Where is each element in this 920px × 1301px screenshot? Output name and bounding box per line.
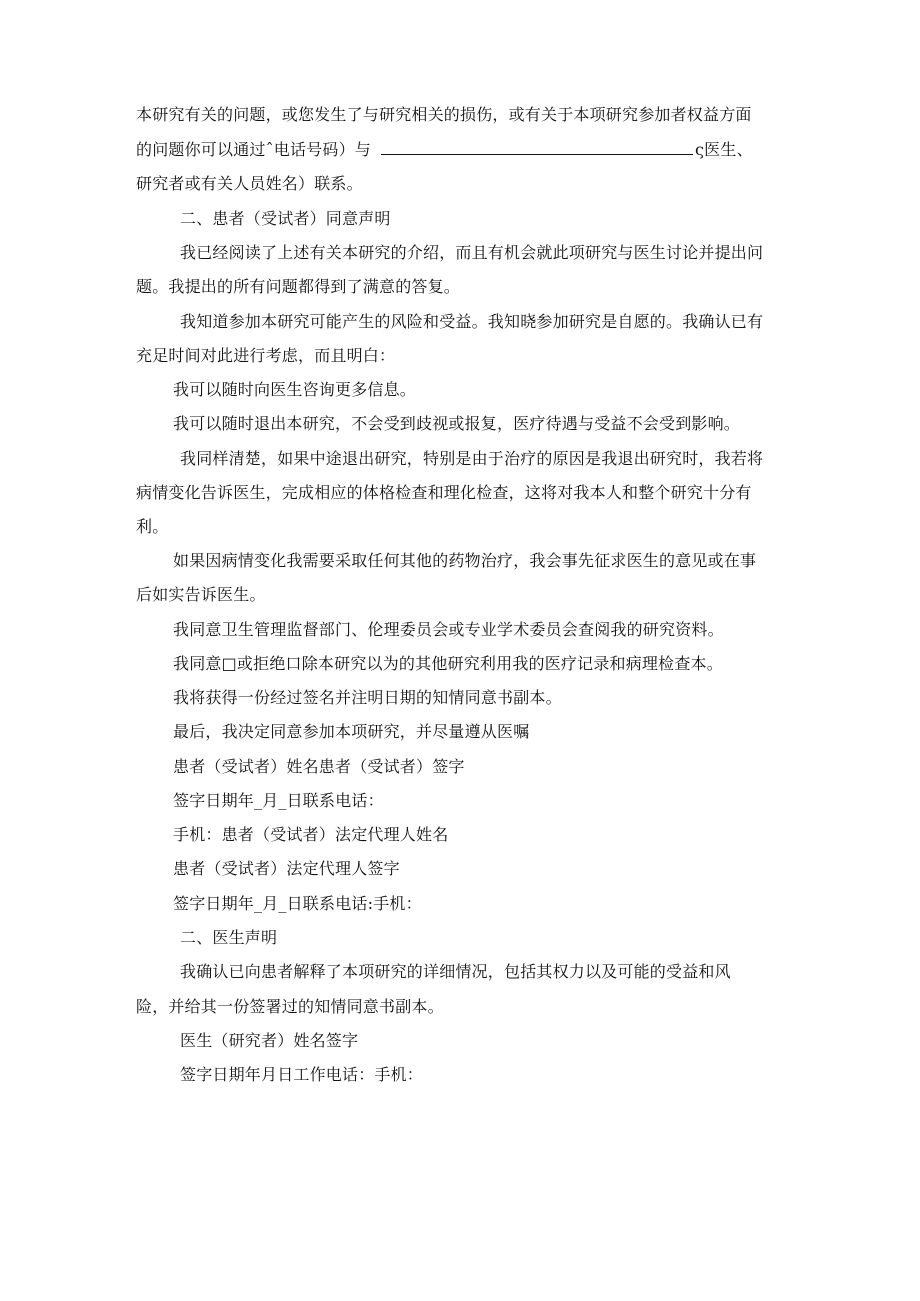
paragraph-line: 我确认已向患者解释了本项研究的详细情况，包括其权力以及可能的受益和风: [180, 962, 731, 981]
paragraph-line: 充足时间对此进行考虑，而且明白：: [136, 346, 396, 365]
paragraph-line: 利。: [136, 517, 169, 536]
paragraph-line: 后如实告诉医生。: [136, 585, 266, 604]
signature-line: 签字日期年_月_日联系电话:手机：: [173, 894, 422, 913]
paragraph-line: 最后，我决定同意参加本项研究，并尽量遵从医嘱: [173, 722, 530, 741]
paragraph-line: 病情变化告诉医生，完成相应的体格检查和理化检查，这将对我本人和整个研究十分有: [136, 483, 752, 502]
paragraph-line: 险，并给其一份签署过的知情同意书副本。: [136, 997, 444, 1016]
paragraph-line: 我同意□或拒绝口除本研究以为的其他研究利用我的医疗记录和病理检查本。: [173, 654, 723, 673]
section-heading: 二、医生声明: [180, 928, 278, 947]
paragraph-text: ς医生、: [695, 140, 753, 159]
section-heading: 二、患者（受试者）同意声明: [180, 209, 391, 228]
paragraph-line: [136, 140, 753, 160]
signature-line: 签字日期年_月_日联系电话：: [173, 791, 384, 810]
paragraph-text: 的问题你可以通过ˆ电话号码）与: [136, 140, 372, 159]
paragraph-line: 本研究有关的问题，或您发生了与研究相关的损伤，或有关于本项研究参加者权益方面: [136, 105, 752, 124]
paragraph-line: 我已经阅读了上述有关本研究的介绍，而且有机会就此项研究与医生讨论并提出问: [180, 243, 764, 262]
paragraph-line: 如果因病情变化我需要采取任何其他的药物治疗，我会事先征求医生的意见或在事: [173, 551, 757, 570]
paragraph-line: 我同样清楚，如果中途退出研究，特别是由于治疗的原因是我退出研究时，我若将: [180, 449, 764, 468]
paragraph-line: 我知道参加本研究可能产生的风险和受益。我知晓参加研究是自愿的。我确认已有: [180, 312, 764, 331]
signature-line: 手机：患者（受试者）法定代理人姓名: [173, 825, 449, 844]
signature-line: 患者（受试者）法定代理人签字: [173, 859, 400, 878]
paragraph-line: 我可以随时向医生咨询更多信息。: [173, 380, 417, 399]
signature-line: 签字日期年月日工作电话：手机：: [180, 1065, 424, 1084]
paragraph-line: 题。我提出的所有问题都得到了满意的答复。: [136, 277, 461, 296]
paragraph-line: 研究者或有关人员姓名）联系。: [136, 174, 363, 193]
paragraph-line: 我同意卫生管理监督部门、伦理委员会或专业学术委员会查阅我的研究资料。: [173, 620, 724, 639]
signature-line: 患者（受试者）姓名患者（受试者）签字: [173, 757, 465, 776]
paragraph-line: 我将获得一份经过签名并注明日期的知情同意书副本。: [173, 688, 562, 707]
signature-line: 医生（研究者）姓名签字: [180, 1031, 359, 1050]
paragraph-line: 我可以随时退出本研究，不会受到歧视或报复，医疗待遇与受益不会受到影响。: [173, 414, 741, 433]
blank-underline: [381, 142, 693, 155]
